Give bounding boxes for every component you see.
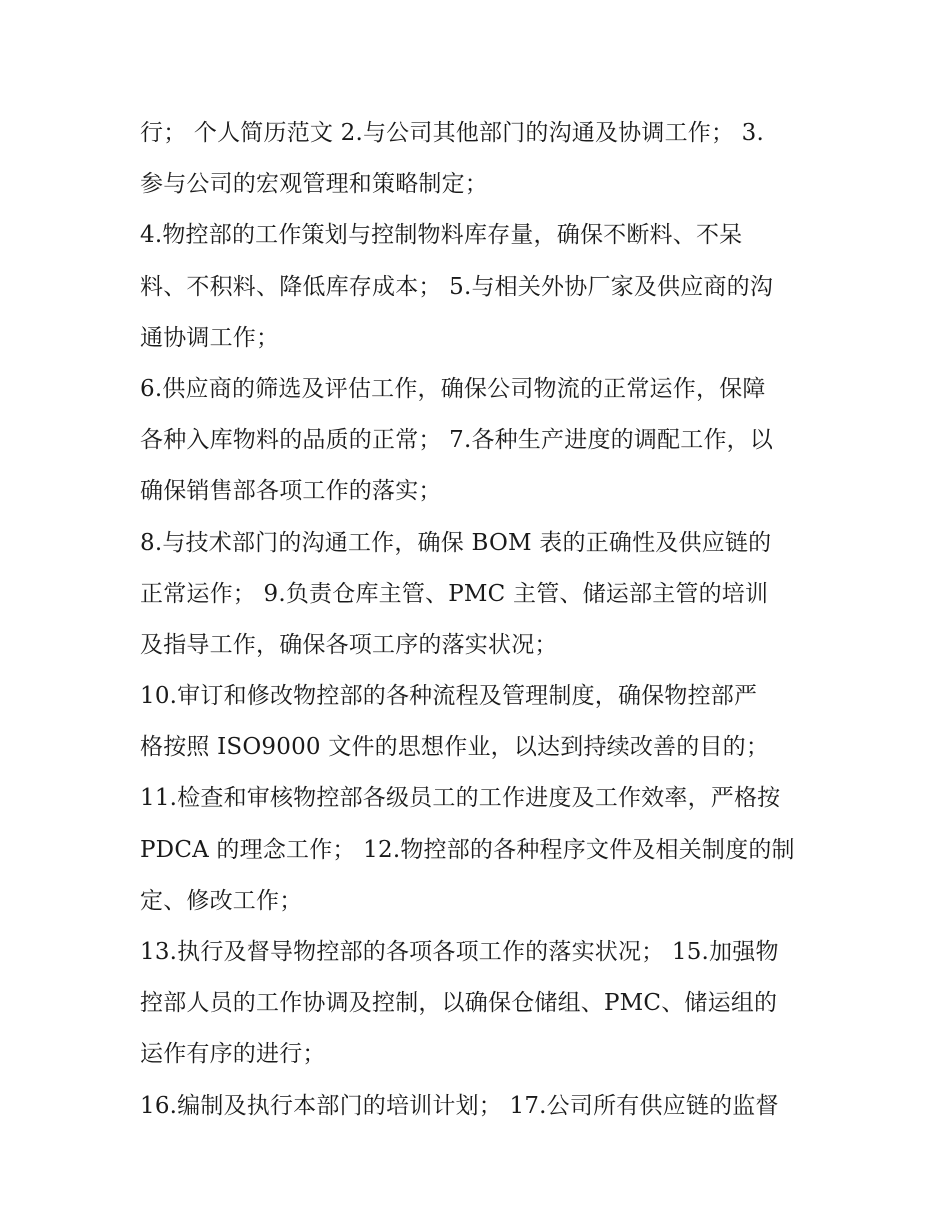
text-line: 通协调工作； (140, 324, 280, 351)
text-line: 6.供应商的筛选及评估工作，确保公司物流的正常运作，保障 (140, 375, 766, 402)
text-line: PDCA 的理念工作； 12.物控部的各种程序文件及相关制度的制 (140, 836, 795, 863)
text-line: 4.物控部的工作策划与控制物料库存量，确保不断料、不呆 (140, 222, 743, 249)
body-text (140, 108, 830, 1132)
text-line: 11.检查和审核物控部各级员工的工作进度及工作效率，严格按 (140, 785, 781, 812)
text-line: 10.审订和修改物控部的各种流程及管理制度，确保物控部严 (140, 683, 758, 710)
text-line: 运作有序的进行； (140, 1041, 326, 1068)
text-line: 13.执行及督导物控部的各项各项工作的落实状况； 15.加强物 (140, 939, 779, 965)
text-line: 定、修改工作； (140, 887, 303, 914)
text-line: 行； 个人简历范文 2.与公司其他部门的沟通及协调工作； 3. (140, 120, 765, 146)
text-line: 参与公司的宏观管理和策略制定； (140, 171, 488, 198)
text-line: 格按照 ISO9000 文件的思想作业，以达到持续改善的目的； (140, 734, 770, 761)
text-line: 16.编制及执行本部门的培训计划； 17.公司所有供应链的监督 (140, 1092, 779, 1119)
text-line: 确保销售部各项工作的落实； (140, 478, 442, 505)
text-line: 各种入库物料的品质的正常； 7.各种生产进度的调配工作，以 (140, 427, 774, 454)
text-line: 8.与技术部门的沟通工作，确保 BOM 表的正确性及供应链的 (140, 529, 772, 556)
text-line: 控部人员的工作协调及控制，以确保仓储组、PMC、储运组的 (140, 990, 778, 1017)
text-line: 及指导工作，确保各项工序的落实状况； (140, 631, 558, 658)
text-line: 料、不积料、降低库存成本； 5.与相关外协厂家及供应商的沟 (140, 273, 774, 300)
text-line: 正常运作； 9.负责仓库主管、PMC 主管、储运部主管的培训 (140, 580, 769, 607)
